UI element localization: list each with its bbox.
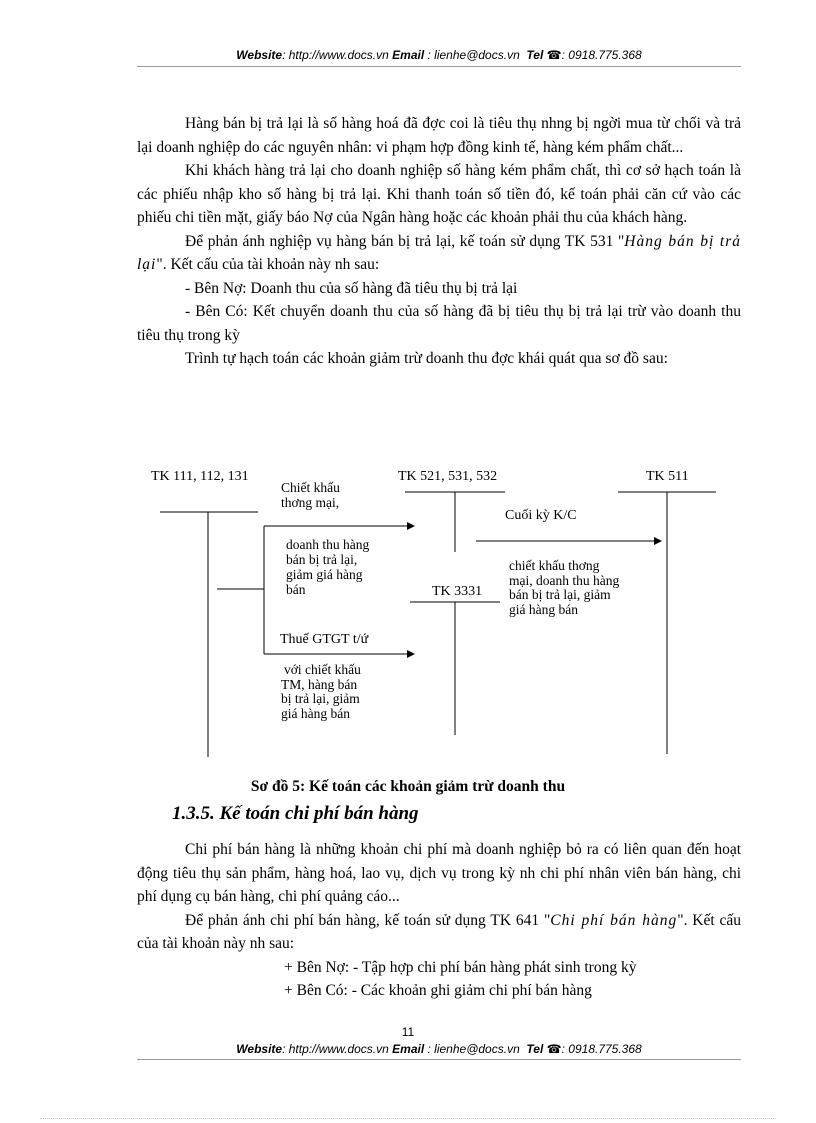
footer-tel-value: : 0918.775.368	[561, 1042, 642, 1056]
paragraph-returned-goods: Hàng bán bị trả lại là số hàng hoá đã đợc coi là tiêu thụ nhng bị ngời mua từ chối và trả lại doanh nghiệp do các nguyên nhân: vi phạm hợp đồng kinh tế, hàng kém phẩm chất...	[137, 115, 741, 156]
header-tel-label: Tel	[526, 48, 544, 62]
page-number: 11	[401, 1025, 415, 1039]
paragraph-accounting-basis: Khi khách hàng trả lại cho doanh nghiệp số hàng kém phẩm chất, thì cơ sở hạch toán là các phiếu nhập kho số hàng bị trả lại. Khi thanh toán số tiền đó, kế toán phải căn cứ vào các phiếu chi tiền mặt, giấy báo Nợ của Ngân hàng hoặc các khoản phải thu của khách hàng.	[137, 162, 741, 226]
label-returns-4: bán	[286, 582, 306, 597]
tk511-label: TK 511	[646, 469, 689, 484]
phone-icon: ☎	[546, 48, 562, 62]
paragraph-tk641-credit: + Bên Có: - Các khoản ghi giảm chi phí bán hàng	[284, 982, 592, 999]
footer-website-url[interactable]: : http://www.docs.vn	[282, 1042, 389, 1056]
label-returns-3: giảm giá hàng	[286, 567, 363, 582]
phone-icon: ☎	[546, 1042, 562, 1056]
page-footer	[137, 1042, 741, 1056]
label-vat-detail-3: bị trả lại, giảm	[281, 691, 360, 706]
label-discount-detail-4: giá hàng bán	[509, 602, 578, 617]
label-returns-1: doanh thu hàng	[286, 537, 370, 552]
header-website-label: Website	[236, 48, 283, 62]
label-trade-discount-1: Chiết khấu	[281, 480, 340, 495]
section-heading: 1.3.5. Kế toán chi phí bán hàng	[172, 803, 419, 824]
page-bottom-border	[40, 1118, 776, 1119]
paragraph-tk641-debit: + Bên Nợ: - Tập hợp chi phí bán hàng phát sinh trong kỳ	[284, 958, 637, 976]
tk111-label: TK 111, 112, 131	[151, 469, 249, 484]
tk531-text-b: ". Kết cấu của tài khoản này nh sau:	[156, 256, 380, 273]
label-period-end-transfer: Cuối kỳ K/C	[505, 508, 577, 523]
footer-email-label: Email	[392, 1042, 425, 1056]
label-vat-detail-1: với chiết khấu	[284, 662, 361, 677]
tk521-label: TK 521, 531, 532	[398, 469, 498, 484]
footer-divider	[137, 1059, 741, 1060]
label-vat-detail-4: giá hàng bán	[281, 706, 350, 721]
diagram-caption	[0, 778, 816, 796]
paragraph-debit-side: - Bên Nợ: Doanh thu của số hàng đã tiêu thụ bị trả lại	[185, 279, 518, 297]
tk531-text-a: Để phản ánh nghiệp vụ hàng bán bị trả lại, kế toán sử dụng TK 531 "	[185, 232, 625, 250]
tk3331-label: TK 3331	[432, 584, 483, 599]
label-vat: Thuế GTGT t/ứ	[280, 632, 369, 647]
footer-website-label: Website	[236, 1042, 283, 1056]
label-discount-detail-3: bán bị trả lại, giảm	[509, 587, 611, 602]
header-email-label: Email	[392, 48, 425, 62]
label-returns-2: bán bị trả lại,	[286, 552, 358, 567]
tk641-text-a: Để phản ánh chi phí bán hàng, kế toán sử dụng TK 641 "	[185, 911, 551, 929]
label-discount-detail-1: chiết khấu thơng	[509, 558, 600, 573]
paragraph-procedure: Trình tự hạch toán các khoản giảm trừ doanh thu đợc khái quát qua sơ đồ sau:	[185, 350, 668, 367]
tk641-text-b: ". Kết cấu của tài khoản này nh sau:	[137, 911, 742, 952]
header-website-url[interactable]: : http://www.docs.vn	[282, 48, 389, 62]
caption-number: Sơ đồ 5:	[250, 778, 306, 795]
tk641-name: Chi phí bán hàng	[550, 911, 678, 929]
label-trade-discount-2: thơng mại,	[281, 495, 340, 510]
paragraph-selling-expenses: Chi phí bán hàng là những khoản chi phí mà doanh nghiệp bỏ ra có liên quan đến hoạt động tiêu thụ sản phẩm, hàng hoá, lao vụ, dịch vụ trong kỳ nh chi phí nhân viên bán hàng, chi phí dụng cụ bán hàng, chi phí quảng cáo...	[137, 841, 741, 905]
paragraph-tk641	[137, 909, 741, 956]
footer-email-value[interactable]: : lienhe@docs.vn	[424, 1042, 520, 1056]
caption-text: Kế toán các khoản giảm trừ doanh thu	[305, 778, 566, 795]
label-discount-detail-2: mại, doanh thu hàng	[509, 573, 620, 588]
tk531-name: Hàng bán bị trả lại	[137, 232, 741, 273]
paragraph-credit-side: - Bên Có: Kết chuyển doanh thu của số hàng đã bị tiêu thụ bị trả lại trừ vào doanh thu tiêu thụ trong kỳ	[137, 303, 741, 344]
header-tel-value: : 0918.775.368	[561, 48, 642, 62]
section-body	[137, 838, 741, 1003]
label-vat-detail-2: TM, hàng bán	[281, 677, 358, 692]
header-email-value[interactable]: : lienhe@docs.vn	[424, 48, 520, 62]
footer-tel-label: Tel	[526, 1042, 544, 1056]
